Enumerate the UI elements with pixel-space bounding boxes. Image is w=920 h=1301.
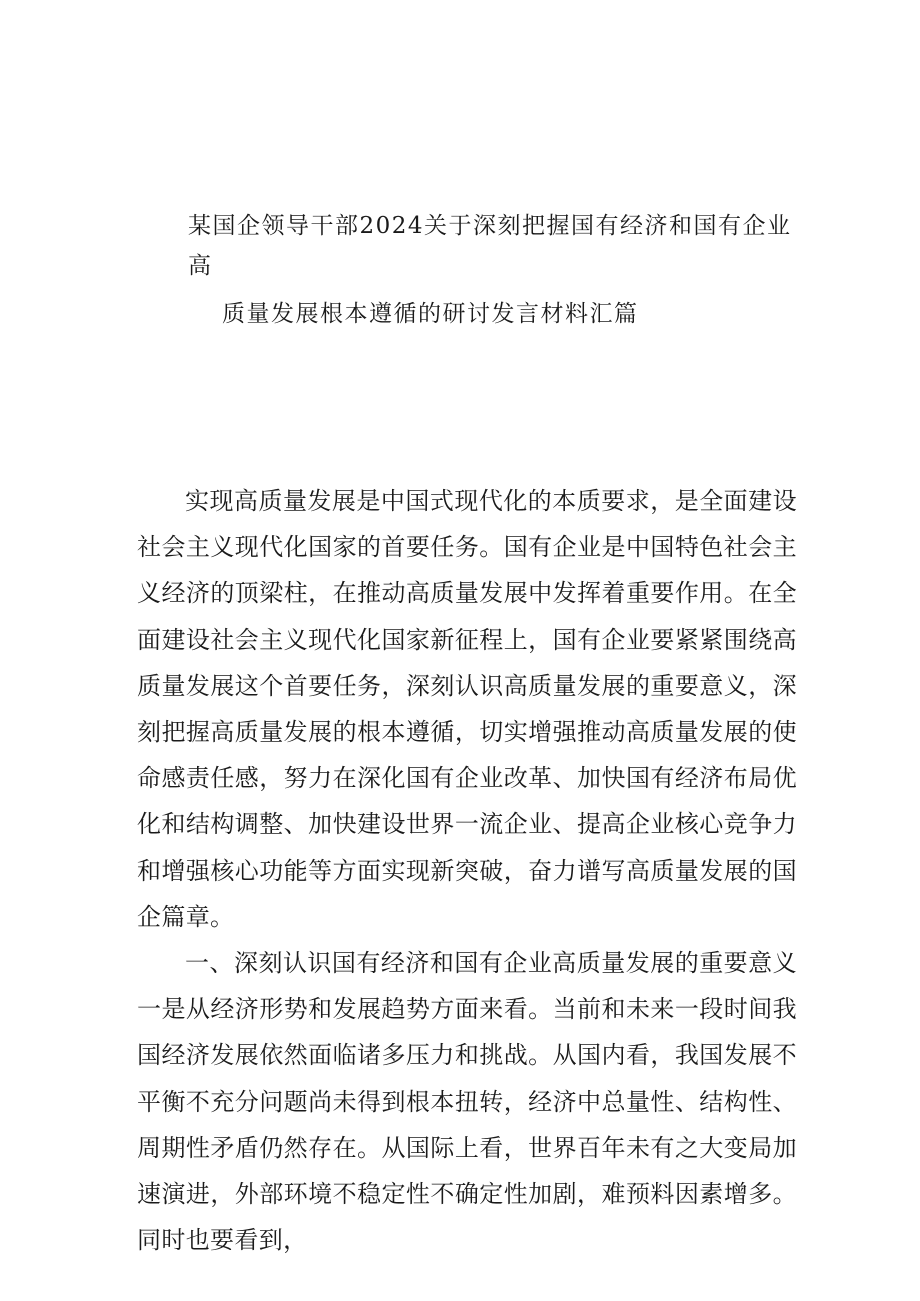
paragraph-intro: 实现高质量发展是中国式现代化的本质要求，是全面建设社会主义现代化国家的首要任务。国有企业是中国特色社会主义经济的顶梁柱，在推动高质量发展中发挥着重要作用。在全面建设社会主义现代化国家新征程上，国有企业要紧紧围绕高质量发展这个首要任务，深刻认识高质量发展的重要意义，深刻把握高质量发展的根本遵循，切实增强推动高质量发展的使命感责任感，努力在深化国有企业改革、加快国有经济布局优化和结构调整、加快建设世界一流企业、提高企业核心竞争力和增强核心功能等方面实现新突破，奋力谱写高质量发展的国企篇章。 [137,487,797,931]
title-line-1: 某国企领导干部2024关于深刻把握国有经济和国有企业高 [188,213,792,279]
document-body [137,478,797,1263]
document-title [188,206,798,334]
paragraph-section-one: 一、深刻认识国有经济和国有企业高质量发展的重要意义一是从经济形势和发展趋势方面来看。当前和未来一段时间我国经济发展依然面临诸多压力和挑战。从国内看，我国发展不平衡不充分问题尚未得到根本扭转，经济中总量性、结构性、周期性矛盾仍然存在。从国际上看，世界百年未有之大变局加速演进，外部环境不稳定性不确定性加剧，难预料因素增多。同时也要看到， [137,949,797,1255]
title-line-2: 质量发展根本遵循的研讨发言材料汇篇 [222,301,639,327]
